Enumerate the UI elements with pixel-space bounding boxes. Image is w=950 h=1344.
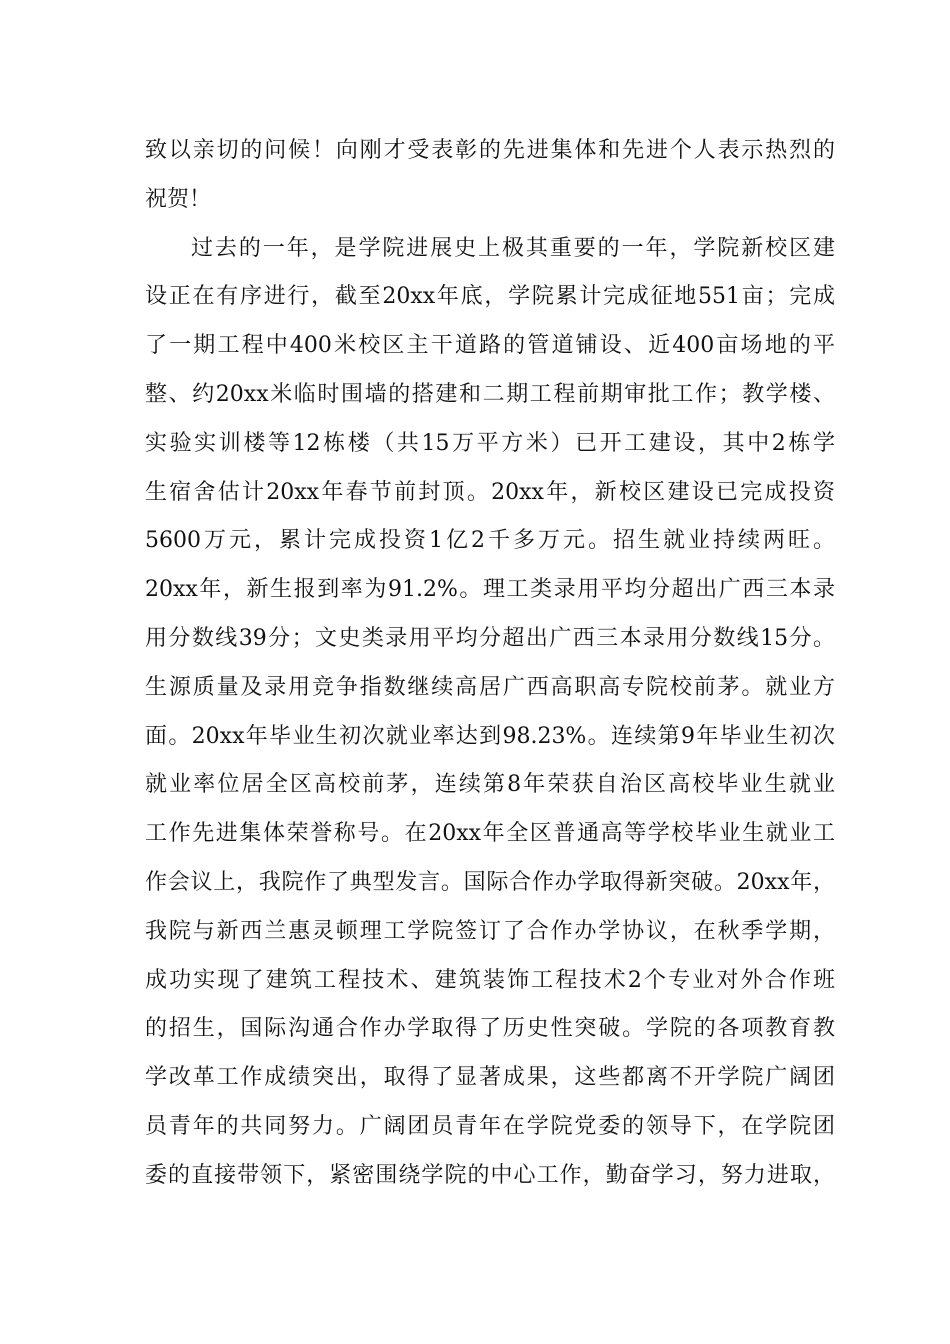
text-line: 致以亲切的问候！向刚才受表彰的先进集体和先进个人表示热烈的	[145, 138, 835, 163]
text-line: 生源质量及录用竞争指数继续高居广西高职高专院校前茅。就业方	[145, 674, 835, 700]
text-line: 生宿舍估计20xx年春节前封顶。20xx年，新校区建设已完成投资	[145, 479, 835, 505]
text-line: 用分数线39分；文史类录用平均分超出广西三本录用分数线15分。	[145, 625, 835, 651]
text-line: 整、约20xx米临时围墙的搭建和二期工程前期审批工作；教学楼、	[145, 381, 835, 407]
text-line: 工作先进集体荣誉称号。在20xx年全区普通高等学校毕业生就业工	[145, 821, 835, 847]
text-line: 了一期工程中400米校区主干道路的管道铺设、近400亩场地的平	[145, 333, 835, 359]
text-line: 就业率位居全区高校前茅，连续第8年荣获自治区高校毕业生就业	[145, 772, 835, 798]
paragraph-first-line: 过去的一年，是学院进展史上极其重要的一年，学院新校区建	[191, 235, 835, 261]
text-line: 我院与新西兰惠灵顿理工学院签订了合作办学协议，在秋季学期，	[145, 918, 835, 944]
body-text	[145, 127, 835, 1201]
text-line: 的招生，国际沟通合作办学取得了历史性突破。学院的各项教育教	[145, 1016, 835, 1042]
text-line: 实验实训楼等12栋楼（共15万平方米）已开工建设，其中2栋学	[145, 430, 835, 456]
text-line: 作会议上，我院作了典型发言。国际合作办学取得新突破。20xx年，	[145, 869, 835, 895]
text-line: 委的直接带领下，紧密围绕学院的中心工作，勤奋学习，努力进取，	[145, 1162, 835, 1188]
text-line: 5600万元，累计完成投资1亿2千多万元。招生就业持续两旺。	[145, 528, 835, 554]
text-line: 面。20xx年毕业生初次就业率达到98.23%。连续第9年毕业生初次	[145, 723, 835, 749]
text-line: 设正在有序进行，截至20xx年底，学院累计完成征地551亩；完成	[145, 284, 835, 310]
text-line: 员青年的共同努力。广阔团员青年在学院党委的领导下，在学院团	[145, 1113, 835, 1139]
text-line: 20xx年，新生报到率为91.2%。理工类录用平均分超出广西三本录	[145, 577, 835, 603]
text-line: 成功实现了建筑工程技术、建筑装饰工程技术2个专业对外合作班	[145, 967, 835, 993]
text-line: 学改革工作成绩突出，取得了显著成果，这些都离不开学院广阔团	[145, 1065, 835, 1091]
text-line: 祝贺！	[145, 186, 212, 212]
